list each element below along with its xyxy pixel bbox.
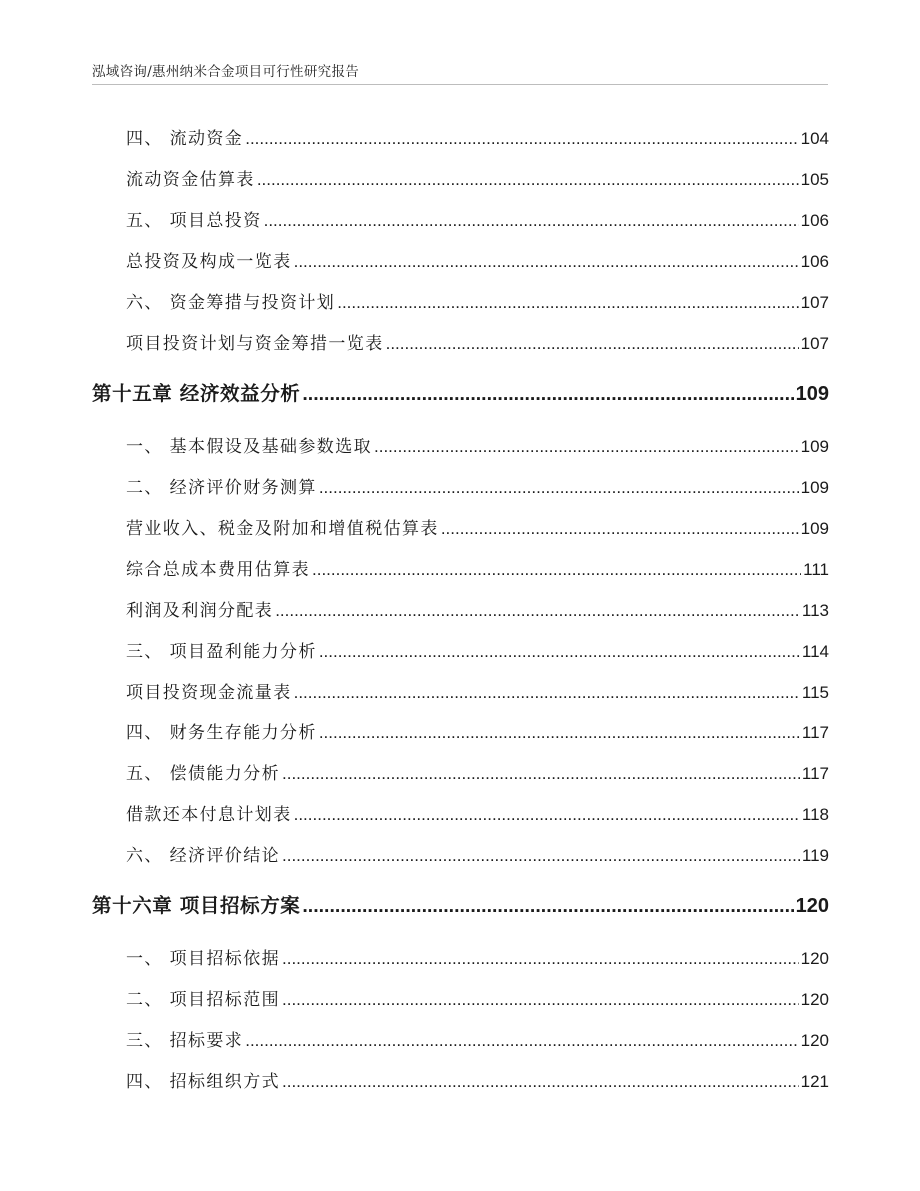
toc-entry[interactable] (126, 247, 829, 272)
toc-leader-dots (264, 211, 799, 231)
toc-leader-dots (294, 252, 799, 272)
toc-leader-dots (319, 478, 799, 498)
toc-page-number: 106 (800, 252, 829, 271)
toc-entry[interactable] (126, 759, 829, 784)
toc-entry-label: 综合总成本费用估算表 (126, 560, 310, 580)
toc-page-number: 120 (795, 895, 829, 917)
toc-leader-dots (337, 293, 798, 313)
toc-leader-dots (294, 805, 800, 825)
toc-page-number: 118 (801, 805, 829, 824)
toc-leader-dots (319, 723, 800, 743)
toc-page-number: 114 (801, 642, 829, 661)
toc-page-number: 106 (800, 211, 829, 230)
toc-entry-label: 五、 项目总投资 (126, 211, 262, 231)
toc-entry[interactable] (126, 165, 829, 190)
toc-leader-dots (294, 683, 800, 703)
toc-entry-label: 四、 招标组织方式 (126, 1072, 281, 1092)
toc-entry-label: 四、 流动资金 (126, 129, 244, 149)
toc-entry[interactable] (126, 206, 829, 231)
toc-entry[interactable] (126, 1026, 829, 1051)
toc-entry-label: 营业收入、税金及附加和增值税估算表 (126, 519, 439, 539)
toc-chapter-label: 第十六章 项目招标方案 (92, 894, 301, 917)
toc-page-number: 109 (800, 478, 829, 497)
toc-leader-dots (302, 895, 793, 918)
running-header: 泓域咨询/惠州纳米合金项目可行性研究报告 (92, 64, 360, 80)
toc-page-number: 105 (800, 170, 829, 189)
toc-leader-dots (282, 764, 800, 784)
toc-leader-dots (386, 334, 799, 354)
toc-entry-label: 流动资金估算表 (126, 170, 255, 190)
toc-leader-dots (245, 129, 798, 149)
toc-entry[interactable] (126, 432, 829, 457)
toc-entry[interactable] (126, 718, 829, 743)
toc-page-number: 107 (800, 293, 829, 312)
toc-entry-label: 三、 项目盈利能力分析 (126, 642, 317, 662)
toc-entry-label: 借款还本付息计划表 (126, 805, 292, 825)
toc-page-number: 117 (801, 723, 829, 742)
toc-entry[interactable] (126, 473, 829, 498)
toc-page-number: 109 (800, 437, 829, 456)
toc-entry-label: 项目投资现金流量表 (126, 683, 292, 703)
toc-entry-label: 六、 经济评价结论 (126, 846, 281, 866)
toc-entry[interactable] (126, 800, 829, 825)
toc-page-number: 109 (795, 383, 829, 405)
toc-entry[interactable] (126, 555, 829, 580)
toc-entry-label: 一、 基本假设及基础参数选取 (126, 437, 373, 457)
toc-leader-dots (282, 1072, 799, 1092)
toc-entry[interactable] (126, 985, 829, 1010)
toc-entry[interactable] (126, 514, 829, 539)
toc-chapter-entry[interactable] (92, 378, 829, 406)
toc-entry-label: 二、 经济评价财务测算 (126, 478, 317, 498)
toc-leader-dots (441, 519, 799, 539)
toc-entry[interactable] (126, 596, 829, 621)
toc-page-number: 107 (800, 334, 829, 353)
toc-entry-label: 五、 偿债能力分析 (126, 764, 281, 784)
toc-leader-dots (312, 560, 801, 580)
header-divider (92, 84, 828, 85)
toc-leader-dots (282, 846, 800, 866)
toc-page-number: 115 (801, 683, 829, 702)
toc-entry[interactable] (126, 944, 829, 969)
toc-page-number: 109 (800, 519, 829, 538)
toc-chapter-label: 第十五章 经济效益分析 (92, 382, 301, 405)
toc-entry[interactable] (126, 841, 829, 866)
toc-page-number: 111 (803, 560, 829, 579)
toc-leader-dots (245, 1031, 798, 1051)
toc-entry-label: 利润及利润分配表 (126, 601, 274, 621)
toc-entry-label: 项目投资计划与资金筹措一览表 (126, 334, 384, 354)
toc-entry-label: 总投资及构成一览表 (126, 252, 292, 272)
toc-entry-label: 四、 财务生存能力分析 (126, 723, 317, 743)
toc-page-number: 104 (800, 129, 829, 148)
toc-entry-label: 一、 项目招标依据 (126, 949, 281, 969)
toc-entry-label: 六、 资金筹措与投资计划 (126, 293, 336, 313)
toc-leader-dots (282, 990, 799, 1010)
toc-entry-label: 二、 项目招标范围 (126, 990, 281, 1010)
toc-page-number: 120 (800, 1031, 829, 1050)
toc-entry[interactable] (126, 1067, 829, 1092)
toc-page-number: 120 (800, 949, 829, 968)
toc-entry[interactable] (126, 329, 829, 354)
toc-leader-dots (282, 949, 799, 969)
toc-leader-dots (257, 170, 799, 190)
toc-leader-dots (374, 437, 799, 457)
toc-chapter-entry[interactable] (92, 890, 829, 918)
toc-page-number: 117 (801, 764, 829, 783)
toc-entry[interactable] (126, 678, 829, 703)
toc-page-number: 121 (800, 1072, 829, 1091)
toc-leader-dots (275, 601, 800, 621)
toc-entry[interactable] (126, 288, 829, 313)
toc-leader-dots (319, 642, 800, 662)
toc-page-number: 120 (800, 990, 829, 1009)
toc-leader-dots (302, 383, 793, 406)
toc-page-number: 119 (801, 846, 829, 865)
toc-entry[interactable] (126, 124, 829, 149)
toc-entry[interactable] (126, 637, 829, 662)
toc-page-number: 113 (801, 601, 829, 620)
toc-entry-label: 三、 招标要求 (126, 1031, 244, 1051)
